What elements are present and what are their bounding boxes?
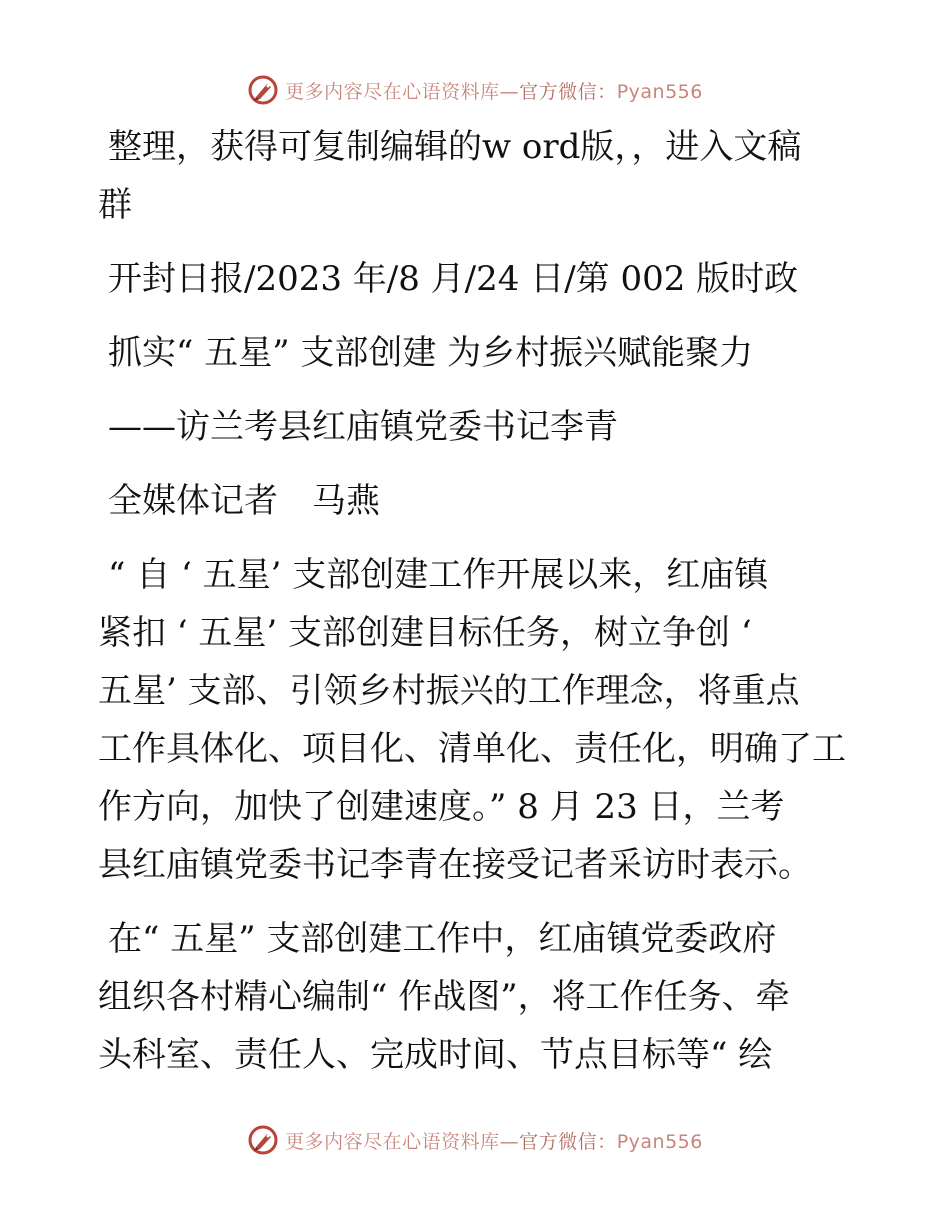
note-line-2: 群 [98, 185, 132, 225]
article-subtitle: ——访兰考县红庙镇党委书记李青 [108, 407, 618, 447]
byline: 全媒体记者 马燕 [108, 481, 380, 521]
pen-nib-logo-icon [247, 1124, 279, 1156]
article-title: 抓实“ 五星” 支部创建 为乡村振兴赋能聚力 [108, 333, 754, 373]
header-banner [0, 70, 950, 110]
header-banner-title: 更多内容尽在心语资料库— [285, 80, 520, 103]
paragraph-line: 作方向，加快了创建速度。” 8 月 23 日，兰考 [98, 787, 785, 827]
header-banner-wechat-id: Pyan556 [616, 80, 703, 103]
paragraph-line: 五星’ 支部、引领乡村振兴的工作理念，将重点 [98, 671, 800, 711]
paragraph-line: 头科室、责任人、完成时间、节点目标等“ 绘 [98, 1035, 773, 1075]
paragraph-line: 工作具体化、项目化、清单化、责任化，明确了工 [98, 729, 846, 769]
header-banner-wechat-label: 官方微信： [519, 80, 617, 103]
footer-banner-wechat-label: 官方微信： [519, 1130, 617, 1153]
paragraph-line: 组织各村精心编制“ 作战图”，将工作任务、牵 [98, 977, 790, 1017]
paragraph-line: “ 自 ‘ 五星’ 支部创建工作开展以来，红庙镇 [108, 555, 769, 595]
paragraph-line: 县红庙镇党委书记李青在接受记者采访时表示。 [98, 845, 812, 885]
paragraph-line: 在“ 五星” 支部创建工作中，红庙镇党委政府 [108, 919, 777, 959]
footer-banner-wechat-id: Pyan556 [616, 1130, 703, 1153]
source-line: 开封日报/2023 年/8 月/24 日/第 002 版时政 [108, 259, 799, 299]
document-body [98, 118, 858, 1084]
paragraph-line: 紧扣 ‘ 五星’ 支部创建目标任务，树立争创 ‘ [98, 613, 752, 653]
footer-banner [0, 1120, 950, 1160]
paragraph-2 [98, 910, 858, 1084]
header-banner-text [285, 77, 703, 104]
pen-nib-logo-icon [247, 74, 279, 106]
footer-banner-title: 更多内容尽在心语资料库— [285, 1130, 520, 1153]
note-line-1: 整理，获得可复制编辑的w ord版，，进入文稿 [108, 127, 802, 167]
footer-banner-text [285, 1127, 703, 1154]
paragraph-1 [98, 546, 858, 894]
